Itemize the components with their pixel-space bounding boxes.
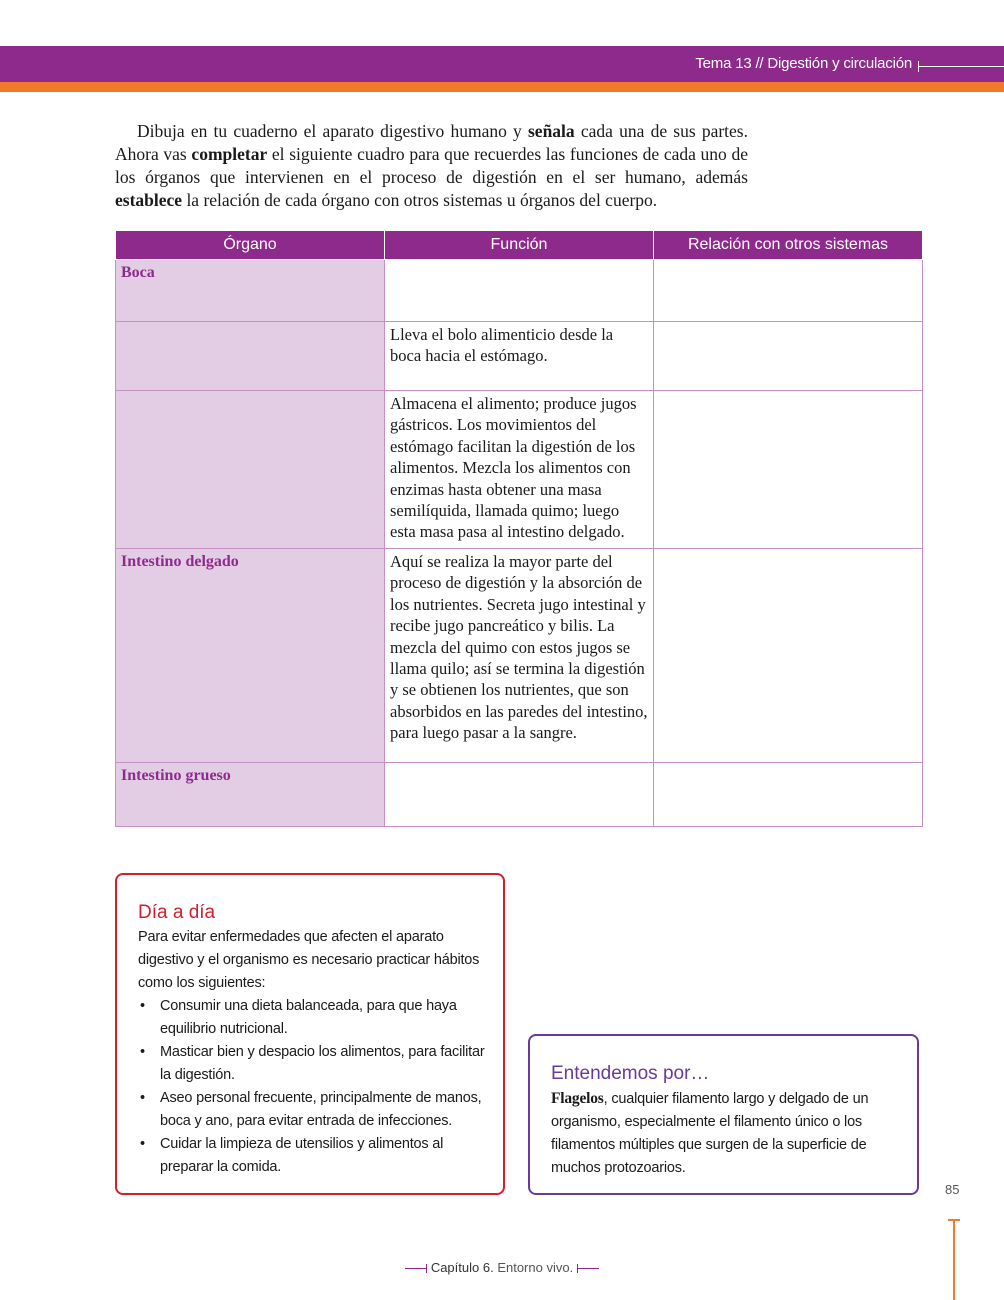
header-rule — [918, 66, 1004, 67]
relation-cell[interactable] — [654, 391, 923, 549]
habits-list — [138, 995, 488, 1179]
table-row — [116, 549, 923, 763]
dia-a-dia-box — [115, 873, 505, 1195]
function-cell: Lleva el bolo alimenticio desde la boca hacia el estómago. — [385, 322, 654, 391]
relation-cell[interactable] — [654, 763, 923, 827]
bullet-icon: • — [140, 1044, 145, 1060]
organ-cell: Intestino grueso — [116, 763, 385, 827]
function-cell: Aquí se realiza la mayor parte del proceso de digestión y la absorción de los nutrientes. Secreta jugo intestinal y recibe jugo pancreático y bilis. La mezcla del quimo con estos jugos se llama quilo; así se termina la digestión y se obtienen los nutrientes, que son absorbidos en las paredes del intestino, para luego pasar a la sangre. — [385, 549, 654, 763]
table-row — [116, 763, 923, 827]
function-cell: Almacena el alimento; produce jugos gástricos. Los movimientos del estómago facilitan la digestión de los alimentos. Mezcla los alimentos con enzimas hasta obtener una masa semilíquida, llamada quimo; luego esta masa pasa al intestino delgado. — [385, 391, 654, 549]
relation-cell[interactable] — [654, 260, 923, 322]
footer — [0, 1260, 1004, 1275]
list-item: • Aseo personal frecuente, principalmente de manos, boca y ano, para evitar entrada de infecciones. — [138, 1087, 488, 1133]
table-row — [116, 260, 923, 322]
organ-cell[interactable]: Boca — [116, 260, 385, 322]
entendemos-box — [528, 1034, 919, 1195]
glossary-term: Flagelos — [551, 1090, 604, 1107]
page-number: 85 — [945, 1182, 960, 1197]
header-accent-band — [0, 82, 1004, 92]
keyword-completar: completar — [191, 144, 268, 164]
glossary-definition: , cualquier filamento largo y delgado de un organismo, especialmente el filamento único o los filamentos múltiples que surgen de la superficie de muchos protozoarios. — [551, 1091, 869, 1176]
footer-rule-right — [577, 1268, 599, 1269]
keyword-senala: señala — [528, 121, 575, 141]
organ-cell[interactable] — [116, 391, 385, 549]
list-item: • Cuidar la limpieza de utensilios y alimentos al preparar la comida. — [138, 1133, 488, 1179]
header-relacion: Relación con otros sistemas — [654, 231, 923, 260]
organ-cell[interactable] — [116, 322, 385, 391]
list-item: • Consumir una dieta balanceada, para que haya equilibrio nutricional. — [138, 995, 488, 1041]
keyword-establece: establece — [115, 190, 183, 210]
relation-cell[interactable] — [654, 322, 923, 391]
header-funcion: Función — [385, 231, 654, 260]
footer-subtitle: Entorno vivo. — [497, 1260, 574, 1275]
organ-cell: Intestino delgado — [116, 549, 385, 763]
dia-a-dia-intro: Para evitar enfermedades que afecten el aparato digestivo y el organismo es necesario practicar hábitos como los siguientes: — [138, 929, 480, 991]
list-item: • Masticar bien y despacio los alimentos, para facilitar la digestión. — [138, 1041, 488, 1087]
intro-paragraph: Dibuja en tu cuaderno el aparato digestivo humano y señala cada una de sus partes. Ahora vas completar el siguiente cuadro para que recuerdes las funciones de cada uno de los órganos que intervienen en el proceso de digestión en el ser humano, además establece la relación de cada órgano con otros sistemas u órganos del cuerpo. — [115, 121, 748, 210]
footer-rule-left — [405, 1268, 427, 1269]
bullet-icon: • — [140, 998, 145, 1014]
bullet-icon: • — [140, 1136, 145, 1152]
topic-header: Tema 13 // Digestión y circulación — [695, 55, 912, 72]
table-header-row — [116, 231, 923, 260]
table-row — [116, 391, 923, 549]
footer-chapter: Capítulo 6. — [430, 1260, 494, 1275]
bullet-icon: • — [140, 1090, 145, 1106]
header-organo: Órgano — [116, 231, 385, 260]
dia-a-dia-title: Día a día — [138, 902, 216, 923]
dia-a-dia-body — [138, 926, 488, 1179]
entendemos-title: Entendemos por… — [551, 1063, 710, 1084]
relation-cell[interactable] — [654, 549, 923, 763]
function-cell[interactable] — [385, 763, 654, 827]
table-row — [116, 322, 923, 391]
entendemos-body — [551, 1087, 901, 1180]
digestive-organs-table — [115, 230, 923, 827]
function-cell[interactable] — [385, 260, 654, 322]
